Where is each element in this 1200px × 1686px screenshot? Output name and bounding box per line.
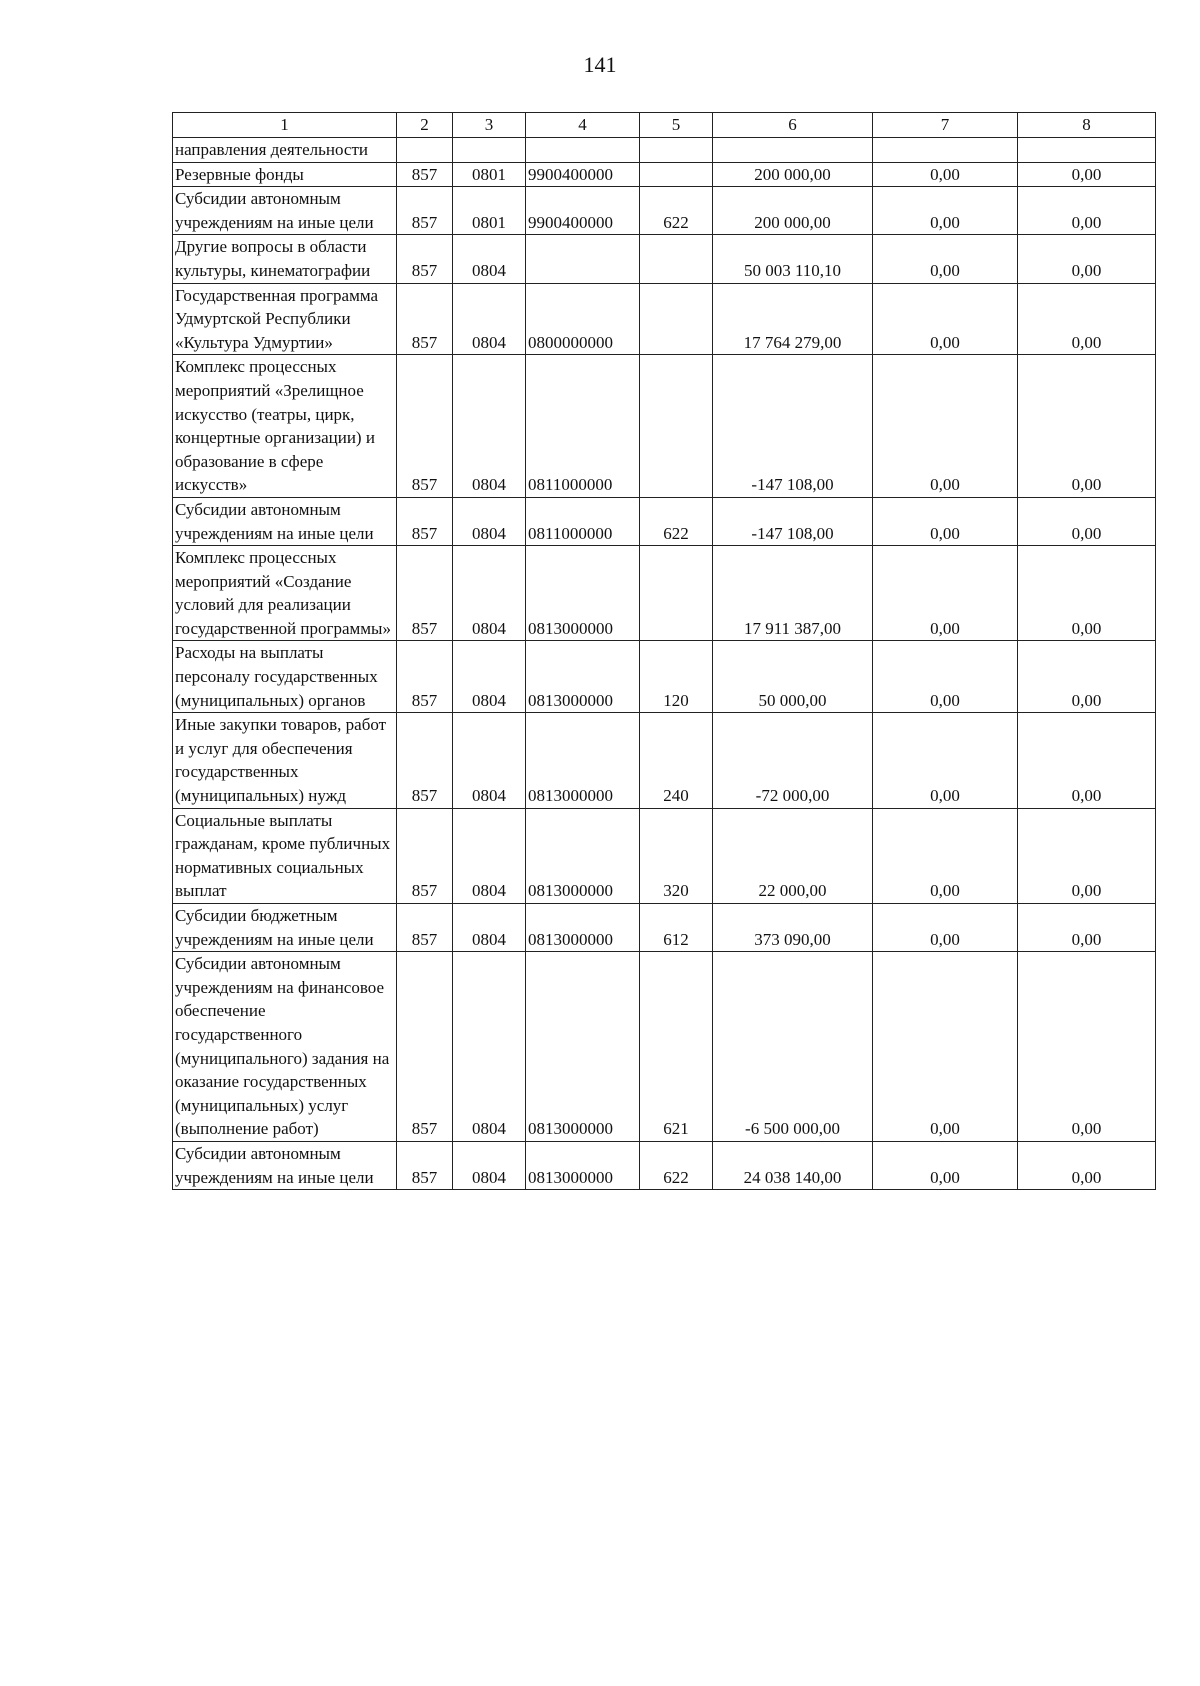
grbs-code-cell: 857 [397,546,453,641]
section-code-cell: 0804 [453,235,526,283]
expense-name-text: Другие вопросы в области культуры, кинематографии [175,237,371,280]
expense-type-cell [640,162,713,187]
expense-type-cell [640,235,713,283]
table-row [173,546,1156,641]
grbs-code-cell: 857 [397,808,453,903]
amount-year3-cell: 0,00 [1018,904,1156,952]
amount-year2-cell: 0,00 [873,808,1018,903]
amount-year2-cell: 0,00 [873,283,1018,355]
expense-name-text: Резервные фонды [175,164,304,184]
amount-cell: -6 500 000,00 [713,952,873,1142]
table-row [173,641,1156,713]
table-row [173,138,1156,163]
section-code-cell: 0804 [453,808,526,903]
column-header: 2 [397,113,453,138]
amount-year2-cell: 0,00 [873,546,1018,641]
amount-year2-cell: 0,00 [873,1141,1018,1189]
table-row [173,497,1156,545]
column-header: 5 [640,113,713,138]
expense-name-cell [173,1141,397,1189]
expense-name-text: Расходы на выплаты персоналу государственных (муниципальных) органов [175,643,378,710]
target-article-cell: 0811000000 [526,497,640,545]
table-row [173,904,1156,952]
amount-year2-cell: 0,00 [873,952,1018,1142]
grbs-code-cell: 857 [397,641,453,713]
target-article-cell: 0800000000 [526,283,640,355]
amount-cell: 200 000,00 [713,162,873,187]
amount-year3-cell: 0,00 [1018,283,1156,355]
section-code-cell: 0804 [453,904,526,952]
amount-year2-cell: 0,00 [873,497,1018,545]
amount-year3-cell: 0,00 [1018,497,1156,545]
expense-name-cell [173,162,397,187]
expense-name-text: Комплекс процессных мероприятий «Зрелищное искусство (театры, цирк, концертные организации) и образование в сфере искусств» [175,357,375,495]
section-code-cell: 0804 [453,1141,526,1189]
amount-year2-cell: 0,00 [873,235,1018,283]
expense-name-text: Субсидии автономным учреждениям на иные цели [175,189,374,232]
table-row [173,283,1156,355]
expense-name-text: Социальные выплаты гражданам, кроме публичных нормативных социальных выплат [175,810,391,901]
target-article-cell: 9900400000 [526,187,640,235]
table-row [173,187,1156,235]
expense-type-cell [640,283,713,355]
expense-type-cell [640,355,713,498]
target-article-cell: 0813000000 [526,713,640,808]
amount-cell: -147 108,00 [713,497,873,545]
amount-cell: 17 764 279,00 [713,283,873,355]
section-code-cell [453,138,526,163]
amount-year2-cell: 0,00 [873,162,1018,187]
amount-year3-cell: 0,00 [1018,546,1156,641]
amount-year2-cell: 0,00 [873,713,1018,808]
grbs-code-cell: 857 [397,355,453,498]
expense-name-text: Государственная программа Удмуртской Республики «Культура Удмуртии» [175,285,379,352]
expense-type-cell: 621 [640,952,713,1142]
expense-name-cell [173,355,397,498]
target-article-cell [526,235,640,283]
target-article-cell: 0813000000 [526,546,640,641]
expense-type-cell: 240 [640,713,713,808]
expense-name-cell [173,235,397,283]
amount-year2-cell: 0,00 [873,904,1018,952]
amount-year2-cell: 0,00 [873,187,1018,235]
table-row [173,355,1156,498]
column-header: 1 [173,113,397,138]
table-row [173,808,1156,903]
amount-year3-cell: 0,00 [1018,162,1156,187]
table-row [173,235,1156,283]
page-number: 141 [583,52,617,77]
amount-cell: 200 000,00 [713,187,873,235]
amount-year3-cell: 0,00 [1018,713,1156,808]
amount-year3-cell: 0,00 [1018,1141,1156,1189]
expense-name-cell [173,904,397,952]
amount-year2-cell: 0,00 [873,355,1018,498]
expense-name-cell [173,187,397,235]
expense-type-cell [640,546,713,641]
grbs-code-cell: 857 [397,187,453,235]
expense-type-cell: 622 [640,497,713,545]
table-row [173,162,1156,187]
column-header: 3 [453,113,526,138]
section-code-cell: 0804 [453,641,526,713]
grbs-code-cell: 857 [397,283,453,355]
expense-name-text: Субсидии автономным учреждениям на иные цели [175,499,374,543]
expense-name-text: Комплекс процессных мероприятий «Создание условий для реализации государственной программы» [175,548,391,638]
amount-cell: 22 000,00 [713,808,873,903]
amount-cell: 50 003 110,10 [713,235,873,283]
expense-name-cell [173,546,397,641]
grbs-code-cell: 857 [397,1141,453,1189]
table-row [173,713,1156,808]
budget-table [172,112,1156,1190]
grbs-code-cell: 857 [397,952,453,1142]
section-code-cell: 0804 [453,546,526,641]
section-code-cell: 0801 [453,162,526,187]
expense-name-text: Субсидии автономным учреждениям на финансовое обеспечение государственного (муниципального) задания на оказание государственных (муниципальных) услуг (выполнение работ) [175,954,390,1139]
amount-cell [713,138,873,163]
grbs-code-cell: 857 [397,713,453,808]
amount-year3-cell: 0,00 [1018,355,1156,498]
amount-year2-cell [873,138,1018,163]
target-article-cell [526,138,640,163]
grbs-code-cell [397,138,453,163]
expense-name-cell [173,713,397,808]
target-article-cell: 0813000000 [526,641,640,713]
expense-name-text: Субсидии бюджетным учреждениям на иные цели [175,906,374,949]
column-header-row [173,113,1156,138]
amount-cell: 24 038 140,00 [713,1141,873,1189]
section-code-cell: 0804 [453,497,526,545]
grbs-code-cell: 857 [397,497,453,545]
section-code-cell: 0804 [453,952,526,1142]
amount-year3-cell: 0,00 [1018,641,1156,713]
section-code-cell: 0804 [453,355,526,498]
target-article-cell: 0813000000 [526,904,640,952]
column-header: 8 [1018,113,1156,138]
expense-name-text: Субсидии автономным учреждениям на иные цели [175,1143,374,1187]
expense-type-cell [640,138,713,163]
column-header: 4 [526,113,640,138]
amount-cell: 373 090,00 [713,904,873,952]
amount-year3-cell: 0,00 [1018,952,1156,1142]
section-code-cell: 0801 [453,187,526,235]
expense-type-cell: 612 [640,904,713,952]
amount-cell: -72 000,00 [713,713,873,808]
amount-year3-cell: 0,00 [1018,808,1156,903]
expense-name-text: Иные закупки товаров, работ и услуг для обеспечения государственных (муниципальных) нужд [175,715,387,806]
expense-name-cell [173,641,397,713]
expense-name-cell [173,283,397,355]
grbs-code-cell: 857 [397,162,453,187]
expense-type-cell: 120 [640,641,713,713]
amount-year3-cell: 0,00 [1018,187,1156,235]
expense-name-text: направления деятельности [175,140,368,159]
section-code-cell: 0804 [453,713,526,808]
amount-cell: 50 000,00 [713,641,873,713]
amount-cell: -147 108,00 [713,355,873,498]
expense-type-cell: 622 [640,1141,713,1189]
grbs-code-cell: 857 [397,235,453,283]
target-article-cell: 0811000000 [526,355,640,498]
column-header: 6 [713,113,873,138]
target-article-cell: 0813000000 [526,808,640,903]
column-header: 7 [873,113,1018,138]
grbs-code-cell: 857 [397,904,453,952]
expense-name-cell [173,138,397,163]
section-code-cell: 0804 [453,283,526,355]
target-article-cell: 0813000000 [526,1141,640,1189]
target-article-cell: 9900400000 [526,162,640,187]
table-row [173,1141,1156,1189]
amount-year3-cell [1018,138,1156,163]
amount-year2-cell: 0,00 [873,641,1018,713]
expense-name-cell [173,497,397,545]
expense-type-cell: 622 [640,187,713,235]
amount-year3-cell: 0,00 [1018,235,1156,283]
expense-type-cell: 320 [640,808,713,903]
amount-cell: 17 911 387,00 [713,546,873,641]
expense-name-cell [173,952,397,1142]
table-row [173,952,1156,1142]
expense-name-cell [173,808,397,903]
target-article-cell: 0813000000 [526,952,640,1142]
